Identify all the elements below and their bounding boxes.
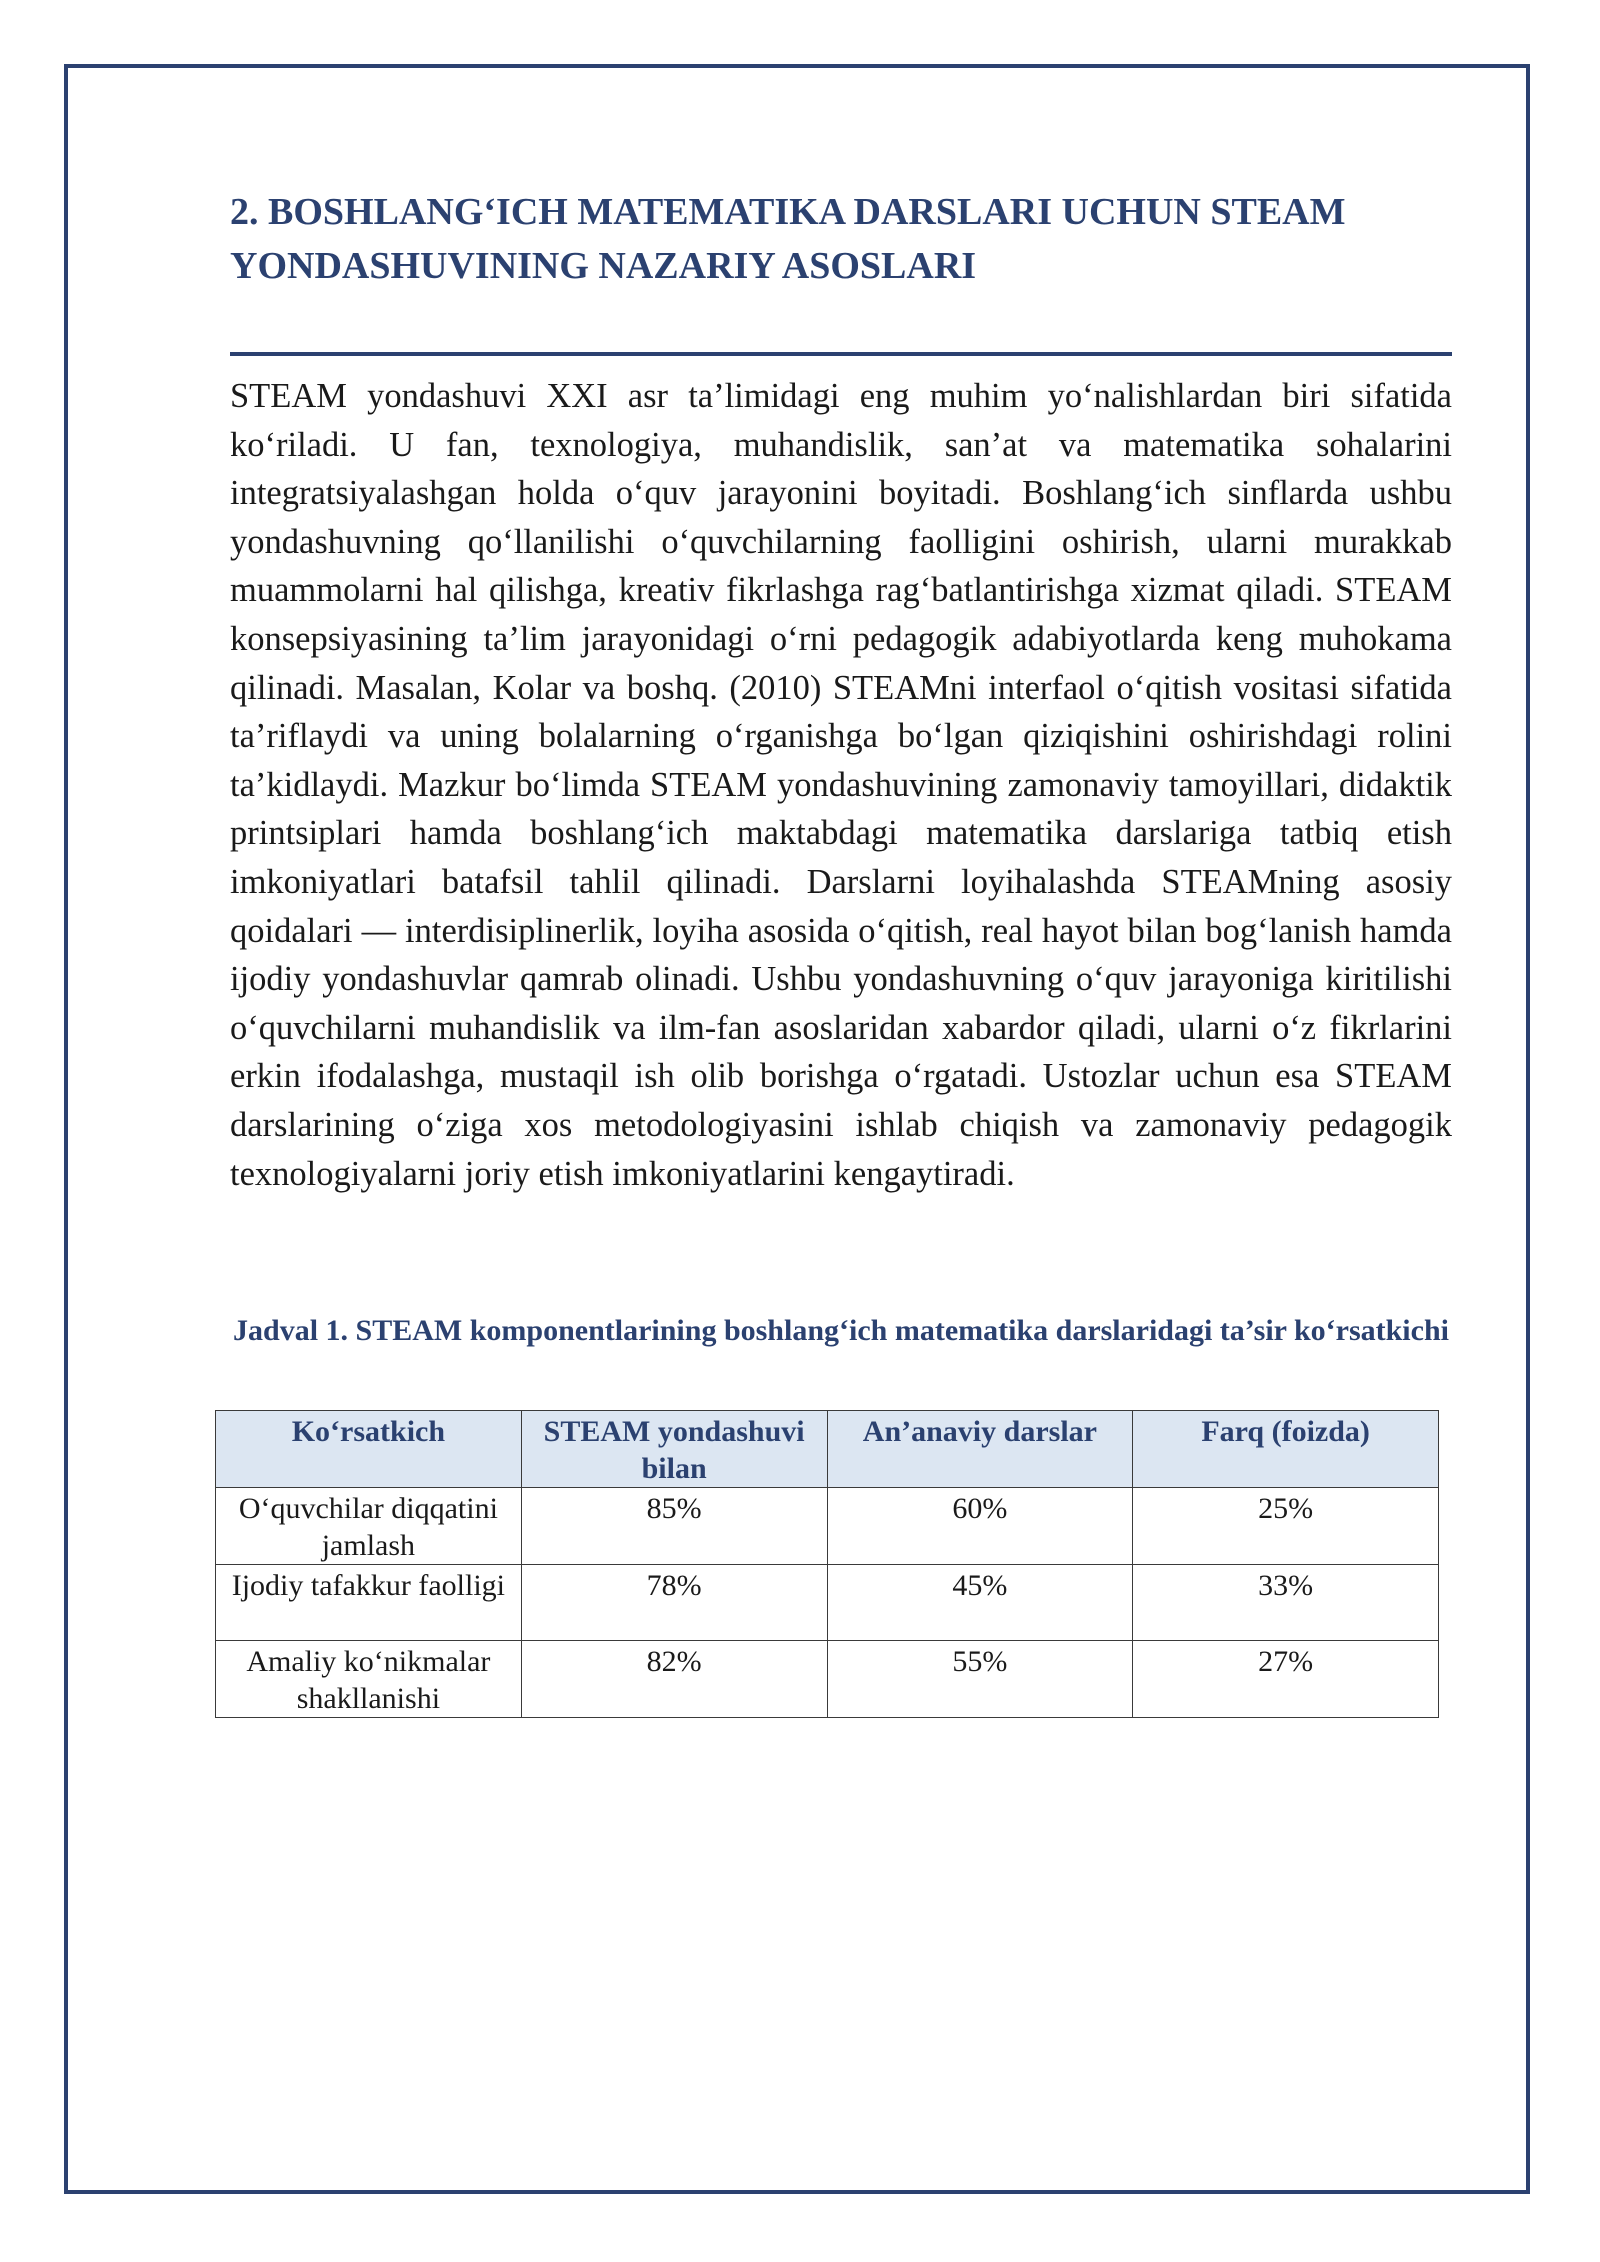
- header-indicator: Ko‘rsatkich: [216, 1411, 522, 1488]
- header-traditional: An’anaviy darslar: [827, 1411, 1133, 1488]
- heading-rule: [230, 352, 1452, 356]
- table-row: [216, 1565, 1439, 1641]
- cell-indicator: Ijodiy tafakkur faolligi: [216, 1565, 522, 1641]
- table-row: [216, 1641, 1439, 1718]
- header-difference: Farq (foizda): [1133, 1411, 1439, 1488]
- cell-indicator: O‘quvchilar diqqatini jamlash: [216, 1488, 522, 1565]
- table-caption: Jadval 1. STEAM komponentlarining boshlang‘ich matematika darslaridagi ta’sir ko‘rsatkichi: [233, 1314, 1449, 1347]
- header-steam: STEAM yondashuvi bilan: [521, 1411, 827, 1488]
- section-heading: 2. BOSHLANG‘ICH MATEMATIKA DARSLARI UCHUN STEAM YONDASHUVINING NAZARIY ASOSLARI: [230, 191, 1346, 287]
- cell-difference: 33%: [1133, 1565, 1439, 1641]
- cell-difference: 25%: [1133, 1488, 1439, 1565]
- cell-traditional: 55%: [827, 1641, 1133, 1718]
- cell-steam: 85%: [521, 1488, 827, 1565]
- cell-indicator: Amaliy ko‘nikmalar shakllanishi: [216, 1641, 522, 1718]
- body-paragraph: STEAM yondashuvi XXI asr ta’limidagi eng muhim yo‘nalishlardan biri sifatida ko‘riladi. U fan, texnologiya, muhandislik, san’at va matematika sohalarini integratsiyalashgan holda o‘quv jarayonini boyitadi. Boshlang‘ich sinflarda ushbu yondashuvning qo‘llanilishi o‘quvchilarning faolligini oshirish, ularni murakkab muammolarni hal qilishga, kreativ fikrlashga rag‘batlantirishga xizmat qiladi. STEAM konsepsiyasining ta’lim jarayonidagi o‘rni pedagogik adabiyotlarda keng muhokama qilinadi. Masalan, Kolar va boshq. (2010) STEAMni interfaol o‘qitish vositasi sifatida ta’riflaydi va uning bolalarning o‘rganishga bo‘lgan qiziqishini oshirishdagi rolini ta’kidlaydi. Mazkur bo‘limda STEAM yondashuvining zamonaviy tamoyillari, didaktik printsiplari hamda boshlang‘ich maktabdagi matematika darslariga tatbiq etish imkoniyatlari batafsil tahlil qilinadi. Darslarni loyihalashda STEAMning asosiy qoidalari — interdisiplinerlik, loyiha asosida o‘qitish, real hayot bilan bog‘lanish hamda ijodiy yondashuvlar qamrab olinadi. Ushbu yondashuvning o‘quv jarayoniga kiritilishi o‘quvchilarni muhandislik va ilm-fan asoslaridan xabardor qiladi, ularni o‘z fikrlarini erkin ifodalashga, mustaqil ish olib borishga o‘rgatadi. Ustozlar uchun esa STEAM darslarining o‘ziga xos metodologiyasini ishlab chiqish va zamonaviy pedagogik texnologiyalarni joriy etish imkoniyatlarini kengaytiradi.: [230, 377, 1452, 1193]
- cell-traditional: 45%: [827, 1565, 1133, 1641]
- table-row: [216, 1488, 1439, 1565]
- cell-difference: 27%: [1133, 1641, 1439, 1718]
- table-header-row: [216, 1411, 1439, 1488]
- cell-traditional: 60%: [827, 1488, 1133, 1565]
- cell-steam: 78%: [521, 1565, 827, 1641]
- results-table: [215, 1410, 1439, 1718]
- cell-steam: 82%: [521, 1641, 827, 1718]
